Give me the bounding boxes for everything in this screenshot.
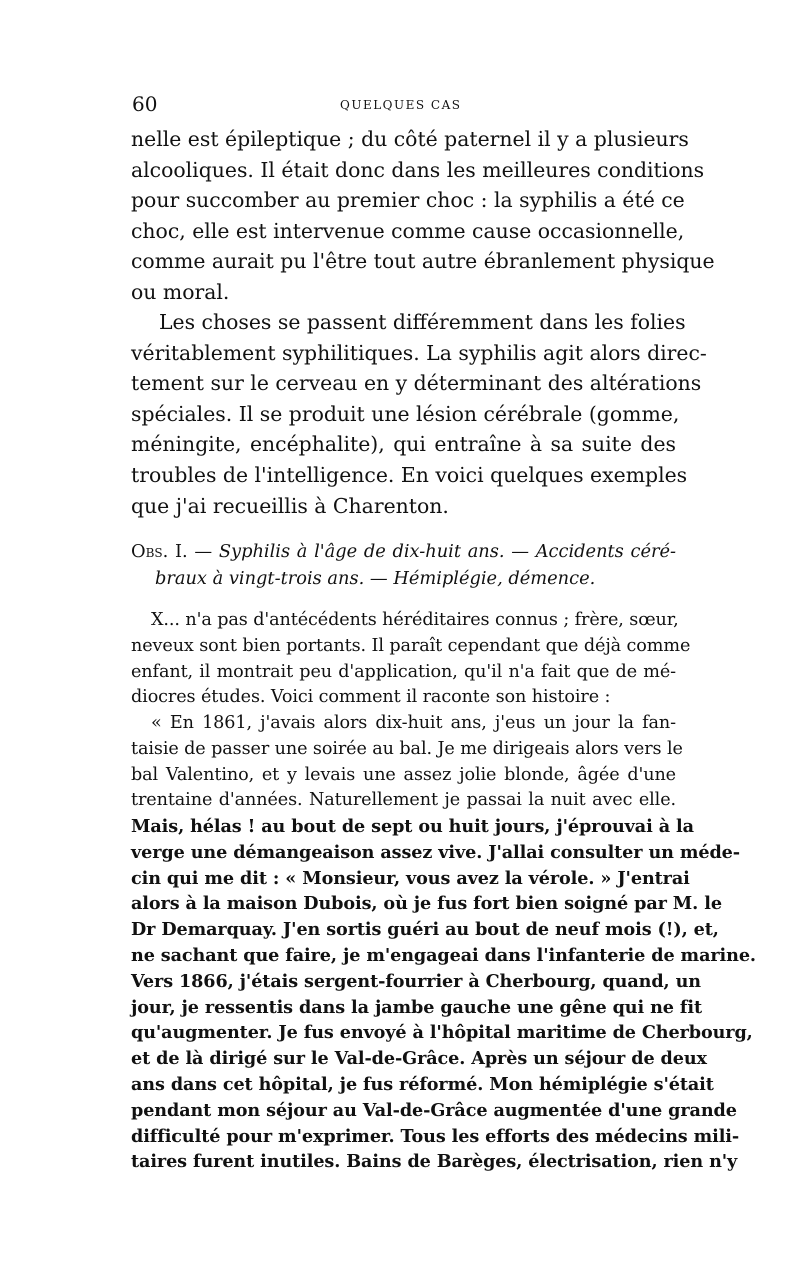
paragraph-folies bbox=[131, 307, 707, 521]
text-line: méningite, encéphalite), qui entraîne à sa suite des bbox=[131, 432, 676, 457]
text-line: trentaine d'années. Naturellement je passai la nuit avec elle. bbox=[131, 790, 676, 811]
text-line: X... n'a pas d'antécédents héréditaires connus ; frère, sœur, bbox=[151, 610, 679, 630]
text-line: Vers 1866, j'étais sergent-fourrier à Cherbourg, quand, un bbox=[131, 970, 701, 992]
text-line: ou moral. bbox=[131, 279, 230, 304]
text-line: et de là dirigé sur le Val-de-Grâce. Après un séjour de deux bbox=[131, 1048, 707, 1070]
text-line: comme aurait pu l'être tout autre ébranlement physique bbox=[131, 249, 715, 274]
text-line: véritablement syphilitiques. La syphilis agit alors direc- bbox=[131, 340, 707, 365]
text-line: cin qui me dit : « Monsieur, vous avez la vérole. » J'entrai bbox=[131, 867, 690, 889]
text-line: Dr Demarquay. J'en sortis guéri au bout de neuf mois (!), et, bbox=[131, 919, 719, 941]
page-header bbox=[132, 92, 676, 118]
text-line: pendant mon séjour au Val-de-Grâce augmentée d'une grande bbox=[131, 1099, 737, 1121]
text-line: spéciales. Il se produit une lésion cérébrale (gomme, bbox=[131, 401, 680, 426]
text-line: « En 1861, j'avais alors dix-huit ans, j'eus un jour la fan- bbox=[151, 713, 676, 733]
text-line: difficulté pour m'exprimer. Tous les efforts des médecins mili- bbox=[131, 1125, 740, 1147]
text-line: taisie de passer une soirée au bal. Je me dirigeais alors vers le bbox=[131, 738, 683, 759]
text-line: ne sachant que faire, je m'engageai dans l'infanterie de marine. bbox=[131, 944, 756, 966]
text-line: alors à la maison Dubois, où je fus fort bien soigné par M. le bbox=[131, 893, 722, 915]
text-line: Les choses se passent différemment dans les folies bbox=[159, 310, 686, 334]
running-head: QUELQUES CAS bbox=[340, 98, 462, 112]
page-number: 60 bbox=[132, 92, 158, 116]
observation-label: Obs. I. — bbox=[131, 541, 213, 562]
observation-title-part-2: braux à vingt-trois ans. — Hémiplégie, démence. bbox=[155, 567, 596, 589]
text-line: qu'augmenter. Je fus envoyé à l'hôpital maritime de Cherbourg, bbox=[131, 1022, 753, 1044]
observation-heading-line bbox=[131, 539, 676, 566]
text-line: verge une démangeaison assez vive. J'allai consulter un méde- bbox=[131, 841, 740, 863]
text-line: enfant, il montrait peu d'application, qu'il n'a fait que de mé- bbox=[131, 661, 676, 682]
text-line: diocres études. Voici comment il raconte son histoire : bbox=[131, 687, 611, 708]
text-line: choc, elle est intervenue comme cause occasionnelle, bbox=[131, 218, 685, 243]
text-line: neveux sont bien portants. Il paraît cependant que déjà comme bbox=[131, 635, 691, 656]
text-line: taires furent inutiles. Bains de Barèges, électrisation, rien n'y bbox=[131, 1151, 738, 1173]
text-line: jour, je ressentis dans la jambe gauche une gêne qui ne fit bbox=[131, 996, 702, 1018]
text-line: bal Valentino, et y levais une assez jolie blonde, âgée d'une bbox=[131, 764, 676, 785]
paragraph-patient-account-continued bbox=[131, 814, 756, 1175]
text-line: alcooliques. Il était donc dans les meilleures conditions bbox=[131, 157, 705, 182]
observation-heading bbox=[131, 539, 676, 592]
observation-title-part-1: Syphilis à l'âge de dix-huit ans. — Accidents céré- bbox=[218, 541, 677, 562]
text-line: que j'ai recueillis à Charenton. bbox=[131, 493, 449, 518]
text-line: Mais, hélas ! au bout de sept ou huit jours, j'éprouvai à la bbox=[131, 816, 694, 837]
text-line: troubles de l'intelligence. En voici quelques exemples bbox=[131, 462, 688, 487]
paragraph-continuation bbox=[131, 124, 715, 308]
text-line: nelle est épileptique ; du côté paternel il y a plusieurs bbox=[131, 127, 689, 151]
text-line: tement sur le cerveau en y déterminant des altérations bbox=[131, 371, 702, 396]
text-line: pour succomber au premier choc : la syphilis a été ce bbox=[131, 188, 685, 213]
text-line: ans dans cet hôpital, je fus réformé. Mon hémiplégie s'était bbox=[131, 1073, 714, 1095]
paragraph-patient-account bbox=[131, 711, 683, 814]
paragraph-antecedents bbox=[131, 608, 691, 711]
